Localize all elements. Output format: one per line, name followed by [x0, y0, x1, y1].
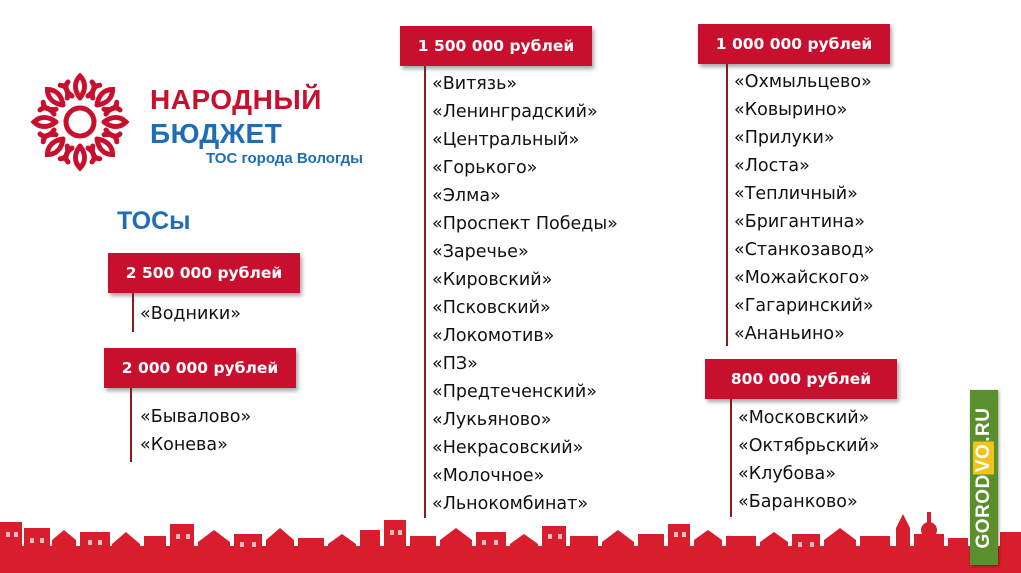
- amount-badge-800000: 800 000 рублей: [705, 359, 897, 399]
- group-line-800000: [730, 399, 732, 517]
- list-item: «Лоста»: [734, 156, 810, 176]
- list-item: «Заречье»: [432, 242, 529, 262]
- list-item: «Конева»: [140, 435, 228, 455]
- list-item: «Октябрьский»: [738, 436, 880, 456]
- list-item: «Станкозавод»: [734, 240, 875, 260]
- amount-badge-1000000: 1 000 000 рублей: [698, 24, 890, 64]
- amount-badge-2000000: 2 000 000 рублей: [104, 348, 296, 388]
- subtitle: ТОС города Вологды: [206, 150, 363, 167]
- list-item: «Горького»: [432, 158, 538, 178]
- list-item: «Московский»: [738, 408, 870, 428]
- list-item: «Ананьино»: [734, 324, 845, 344]
- title-line-1: НАРОДНЫЙ: [150, 84, 322, 115]
- people-budget-logo-icon: [26, 68, 134, 176]
- group-line-2500000: [132, 293, 134, 332]
- list-item: «Молочное»: [432, 466, 545, 486]
- list-item: «Тепличный»: [734, 184, 858, 204]
- list-item: «Некрасовский»: [432, 438, 584, 458]
- tos-list-2000000: [140, 403, 251, 459]
- list-item: «Водники»: [140, 304, 241, 324]
- tos-list-1500000: [432, 70, 618, 518]
- tos-list-800000: [738, 404, 880, 516]
- list-item: «Предтеченский»: [432, 382, 597, 402]
- list-item: «Прилуки»: [734, 128, 835, 148]
- title-line-2: БЮДЖЕТ: [150, 118, 283, 149]
- watermark-part-ru: .RU: [973, 407, 994, 442]
- list-item: «Ленинградский»: [432, 102, 598, 122]
- list-item: «Центральный»: [432, 130, 580, 150]
- list-item: «Бывалово»: [140, 407, 252, 427]
- list-item: «Гагаринский»: [734, 296, 874, 316]
- list-item: «Псковский»: [432, 298, 551, 318]
- list-item: «Льнокомбинат»: [432, 494, 589, 514]
- group-line-2000000: [130, 388, 132, 462]
- list-item: «Локомотив»: [432, 326, 555, 346]
- group-line-1500000: [424, 66, 426, 518]
- list-item: «Охмыльцево»: [734, 72, 872, 92]
- watermark-part-vo: VO: [973, 443, 994, 472]
- section-title: ТОСы: [117, 207, 191, 235]
- watermark-part-gorod: GOROD: [973, 473, 994, 548]
- tos-list-2500000: [140, 300, 241, 328]
- list-item: «Клубова»: [738, 464, 836, 484]
- list-item: «Бригантина»: [734, 212, 865, 232]
- list-item: «ПЗ»: [432, 354, 478, 374]
- amount-badge-2500000: 2 500 000 рублей: [108, 253, 300, 293]
- list-item: «Витязь»: [432, 74, 518, 94]
- gorodvo-watermark: [970, 390, 998, 565]
- list-item: «Ковырино»: [734, 100, 848, 120]
- watermark-text: [973, 407, 995, 548]
- city-skyline-icon: [0, 510, 1021, 573]
- list-item: «Элма»: [432, 186, 501, 206]
- list-item: «Баранково»: [738, 492, 858, 512]
- list-item: «Можайского»: [734, 268, 870, 288]
- amount-badge-1500000: 1 500 000 рублей: [400, 26, 592, 66]
- list-item: «Кировский»: [432, 270, 553, 290]
- list-item: «Проспект Победы»: [432, 214, 618, 234]
- group-line-1000000: [726, 64, 728, 346]
- tos-list-1000000: [734, 68, 874, 348]
- list-item: «Лукьяново»: [432, 410, 552, 430]
